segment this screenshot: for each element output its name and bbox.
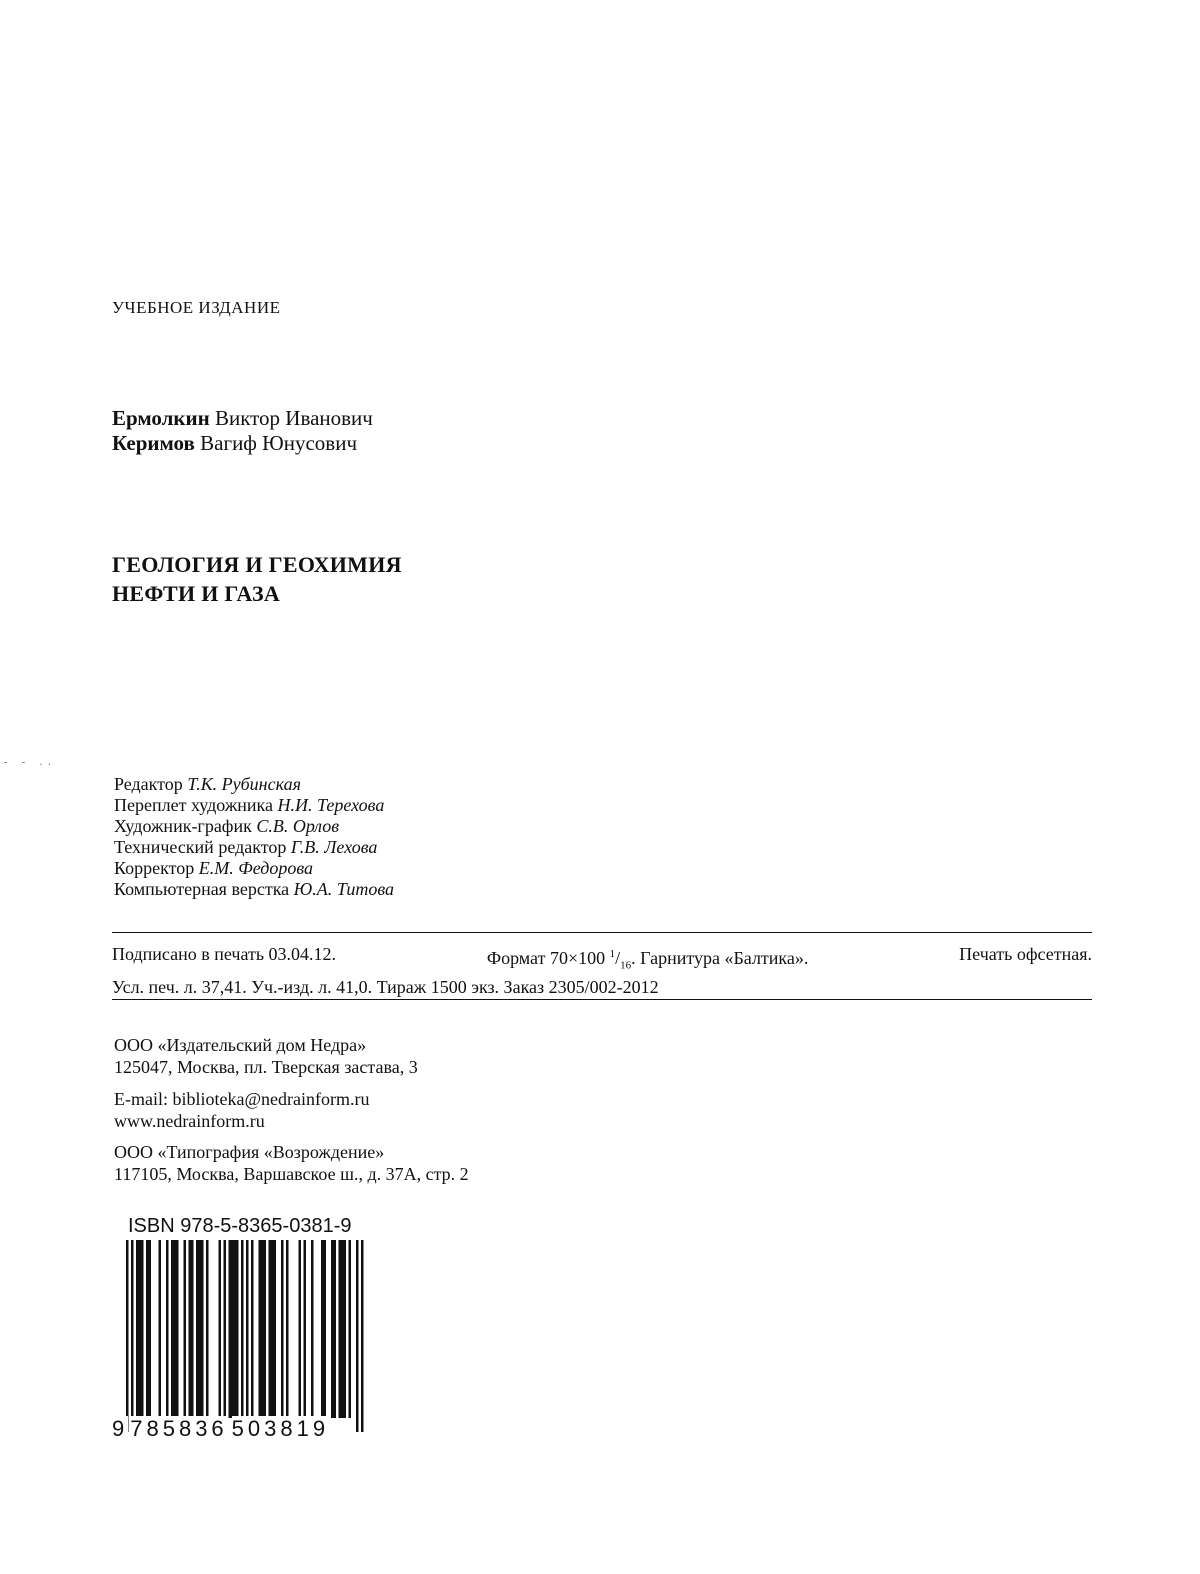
crew-line	[114, 858, 394, 879]
barcode-bar	[286, 1240, 289, 1418]
barcode-bar	[241, 1240, 244, 1432]
ean-left-group: 785836	[130, 1416, 228, 1441]
crew-name: Г.В. Лехова	[290, 837, 378, 857]
barcode-bar	[234, 1240, 237, 1418]
barcode-bar	[269, 1240, 272, 1418]
barcode-bar	[264, 1240, 267, 1418]
crew-role: Редактор	[114, 774, 183, 794]
crew-line	[114, 837, 394, 858]
crew-role: Компьютерная верстка	[114, 879, 290, 899]
crew-name: Н.И. Терехова	[277, 795, 385, 815]
crew-role: Корректор	[114, 858, 195, 878]
print-type: Печать офсетная.	[959, 944, 1092, 964]
isbn-barcode	[112, 1240, 372, 1440]
barcode-bar	[219, 1240, 222, 1418]
crew-role: Технический редактор	[114, 837, 287, 857]
publisher-website: www.nedrainform.ru	[114, 1111, 265, 1131]
barcode-bar	[236, 1240, 239, 1418]
crew-list	[114, 774, 394, 900]
barcode-bar	[334, 1240, 337, 1418]
title-line-1: ГЕОЛОГИЯ И ГЕОХИМИЯ	[112, 552, 402, 577]
barcode-bar	[159, 1240, 162, 1418]
crew-line	[114, 774, 394, 795]
ean-right-group: 503819	[231, 1416, 330, 1441]
format-prefix: Формат 70×100	[486, 948, 606, 968]
barcode-bar	[174, 1240, 177, 1418]
barcode-bar	[176, 1240, 179, 1418]
isbn-label: ISBN 978-5-8365-0381-9	[128, 1215, 352, 1237]
author-surname: Керимов	[112, 431, 195, 455]
barcode-bar	[246, 1240, 249, 1432]
printer-block	[114, 1141, 469, 1185]
format-info: Формат 70×100 $^1/_{16}$. Гарнитура «Балтика».	[486, 948, 809, 972]
barcode-bar	[259, 1240, 262, 1418]
barcode-bar	[339, 1240, 342, 1418]
crew-name: Е.М. Федорова	[198, 858, 314, 878]
barcode-bar	[136, 1240, 139, 1418]
signed-date: Подписано в печать 03.04.12.	[112, 944, 337, 964]
barcode-bar	[229, 1240, 232, 1418]
crew-name: Т.К. Рубинская	[187, 774, 301, 794]
author-given-names: Виктор Иванович	[214, 406, 373, 430]
barcode-bar	[341, 1240, 344, 1418]
barcode-bar	[274, 1240, 277, 1418]
crew-line	[114, 795, 394, 816]
barcode-bar	[271, 1240, 274, 1418]
printer-name: ООО «Типография «Возрождение»	[114, 1142, 385, 1162]
barcode-bar	[141, 1240, 144, 1418]
format-numerator: 1	[609, 948, 616, 960]
barcode-bar	[184, 1240, 187, 1418]
barcode-bar	[206, 1240, 209, 1418]
barcode-bar	[189, 1240, 192, 1418]
edition-label: УЧЕБНОЕ ИЗДАНИЕ	[112, 298, 281, 317]
crew-role: Переплет художника	[114, 795, 274, 815]
authors-block	[112, 406, 373, 456]
barcode-bar	[149, 1240, 152, 1418]
typeface-info: . Гарнитура «Балтика».	[631, 948, 809, 968]
barcode-bar	[299, 1240, 302, 1418]
barcode-bar	[361, 1240, 364, 1432]
barcode-bar	[281, 1240, 284, 1418]
barcode-bar	[321, 1240, 324, 1418]
barcode-bar	[146, 1240, 149, 1418]
barcode-bar	[261, 1240, 264, 1418]
publisher-address: 125047, Москва, пл. Тверская застава, 3	[114, 1057, 418, 1077]
author-line	[112, 406, 373, 431]
book-title	[112, 550, 402, 608]
print-info	[112, 944, 1092, 998]
barcode-bar	[231, 1240, 234, 1418]
crew-role: Художник-график	[114, 816, 252, 836]
title-line-2: НЕФТИ И ГАЗА	[112, 581, 281, 606]
barcode-bar	[126, 1240, 129, 1432]
barcode-bar	[199, 1240, 202, 1418]
barcode-bar	[166, 1240, 169, 1418]
crew-line	[114, 816, 394, 837]
barcode-bar	[139, 1240, 142, 1418]
barcode-bar	[344, 1240, 347, 1418]
contacts-block	[114, 1088, 370, 1132]
format-denominator: 16	[620, 959, 632, 972]
publisher-email: E-mail: biblioteka@nedrainform.ru	[114, 1089, 370, 1109]
scan-marks: - - ..	[4, 757, 57, 768]
publisher-block	[114, 1034, 418, 1078]
crew-name: С.В. Орлов	[256, 816, 340, 836]
barcode-bar	[131, 1240, 134, 1432]
ean-digits	[112, 1416, 362, 1442]
barcode-bar	[201, 1240, 204, 1418]
crew-line	[114, 879, 394, 900]
barcode-bar	[324, 1240, 327, 1418]
barcode-bar	[311, 1240, 314, 1418]
barcode-bar	[251, 1240, 254, 1418]
barcode-bar	[356, 1240, 359, 1432]
printer-address: 117105, Москва, Варшавское ш., д. 37А, стр. 2	[114, 1164, 469, 1184]
print-info-line-1	[112, 944, 1092, 977]
crew-name: Ю.А. Титова	[293, 879, 395, 899]
author-line	[112, 431, 373, 456]
print-info-line-2: Усл. печ. л. 37,41. Уч.-изд. л. 41,0. Тираж 1500 экз. Заказ 2305/002-2012	[112, 976, 659, 997]
author-surname: Ермолкин	[112, 406, 210, 430]
barcode-bar	[349, 1240, 352, 1418]
bottom-rule	[112, 999, 1092, 1000]
top-rule	[112, 932, 1092, 933]
author-given-names: Вагиф Юнусович	[200, 431, 358, 455]
barcode-bar	[196, 1240, 199, 1418]
barcode-bar	[331, 1240, 334, 1418]
barcode-bar	[171, 1240, 174, 1418]
publisher-name: ООО «Издательский дом Недра»	[114, 1035, 367, 1055]
ean-first-digit: 9	[112, 1416, 129, 1441]
barcode-bar	[304, 1240, 307, 1418]
barcode-bar	[191, 1240, 194, 1418]
barcode-bar	[224, 1240, 227, 1418]
